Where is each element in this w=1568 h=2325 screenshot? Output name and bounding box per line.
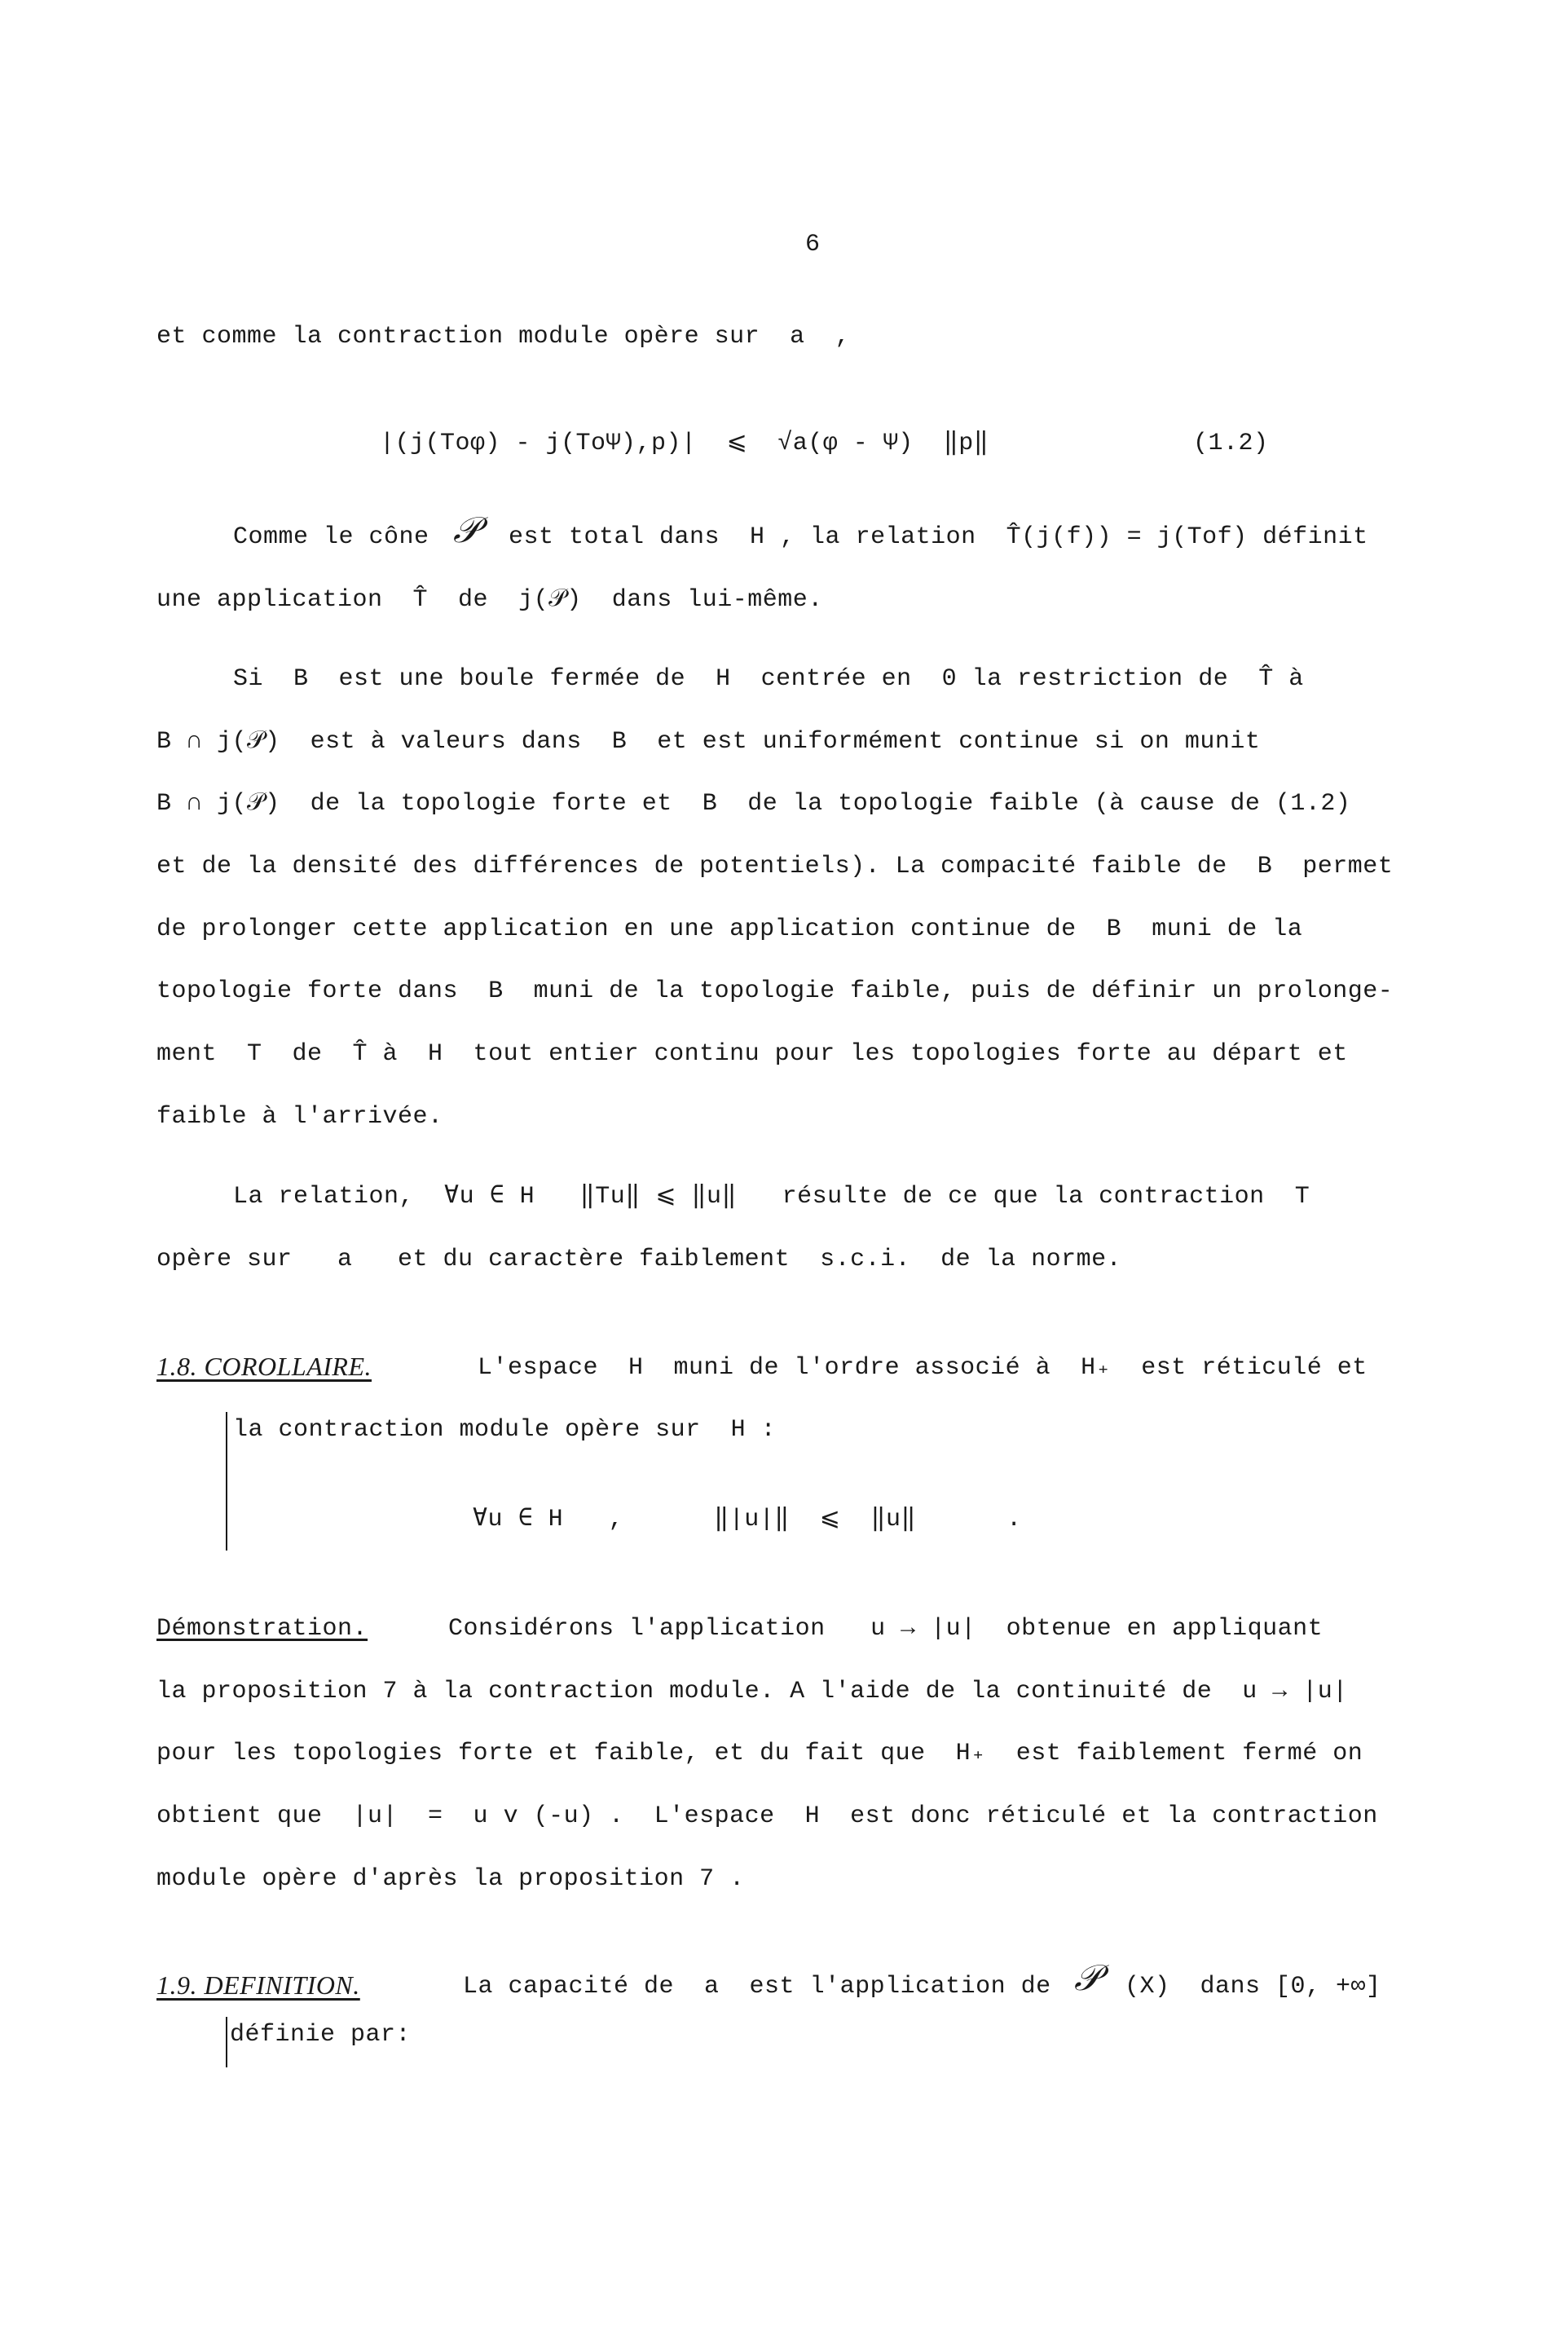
page-number: 6 [805,231,821,258]
text-line: Considérons l'application u → |u| obtenue en appliquant [448,1615,1324,1643]
text-line: Comme le cône [233,523,429,551]
text-line: la proposition 7 à la contraction module. A l'aide de la continuité de u → |u| [156,1678,1348,1705]
text-line: La relation, ∀u ∈ H ‖Tu‖ ⩽ ‖u‖ résulte de ce que la contraction T [233,1183,1310,1211]
text-line: (X) dans [0, +∞] [1125,1973,1381,2001]
text-line: et de la densité des différences de potentiels). La compacité faible de B permet [156,853,1394,880]
text-line: ment T de T̂ à H tout entier continu pour les topologies forte au départ et [156,1040,1348,1068]
text-line: faible à l'arrivée. [156,1103,443,1131]
text-line: L'espace H muni de l'ordre associé à H₊ est réticulé et [478,1354,1368,1382]
equation-label: (1.2) [1193,430,1269,457]
equation-1-2: |(j(Toφ) - j(ToΨ),p)| ⩽ √a(φ - Ψ) ‖p‖ [380,430,989,457]
margin-bar [226,2017,227,2067]
margin-bar [226,1412,227,1551]
text-line: B ∩ j(𝒫) est à valeurs dans B et est uniformément continue si on munit [156,728,1261,756]
text-line: obtient que |u| = u v (-u) . L'espace H est donc réticulé et la contraction [156,1802,1378,1830]
text-line: définie par: [230,2021,412,2049]
script-p-symbol: 𝒫 [453,510,480,551]
text-line: pour les topologies forte et faible, et du fait que H₊ est faiblement fermé on [156,1740,1363,1767]
text-line: topologie forte dans B muni de la topologie faible, puis de définir un prolonge- [156,977,1394,1005]
text-line: La capacité de a est l'application de [463,1973,1051,2001]
text-line: et comme la contraction module opère sur a , [156,323,851,351]
text-line: la contraction module opère sur H : [233,1416,777,1444]
corollary-equation: ∀u ∈ H , ‖|u|‖ ⩽ ‖u‖ . [473,1506,1022,1533]
text-line: opère sur a et du caractère faiblement s.c.i. de la norme. [156,1246,1122,1273]
demonstration-heading: Démonstration. [156,1615,368,1643]
text-line: est total dans H , la relation T̂(j(f)) = j(Tof) définit [509,523,1368,551]
script-p-symbol: 𝒫 [1074,1957,1101,1999]
text-line: de prolonger cette application en une application continue de B muni de la [156,915,1303,943]
corollary-heading: 1.8. COROLLAIRE. [156,1352,372,1381]
text-line: B ∩ j(𝒫) de la topologie forte et B de la topologie faible (à cause de (1.2) [156,790,1351,818]
text-line: module opère d'après la proposition 7 . [156,1865,745,1893]
text-line: une application T̂ de j(𝒫) dans lui-même. [156,586,823,614]
text-line: Si B est une boule fermée de H centrée en 0 la restriction de T̂ à [233,665,1304,693]
definition-heading: 1.9. DEFINITION. [156,1970,360,2000]
